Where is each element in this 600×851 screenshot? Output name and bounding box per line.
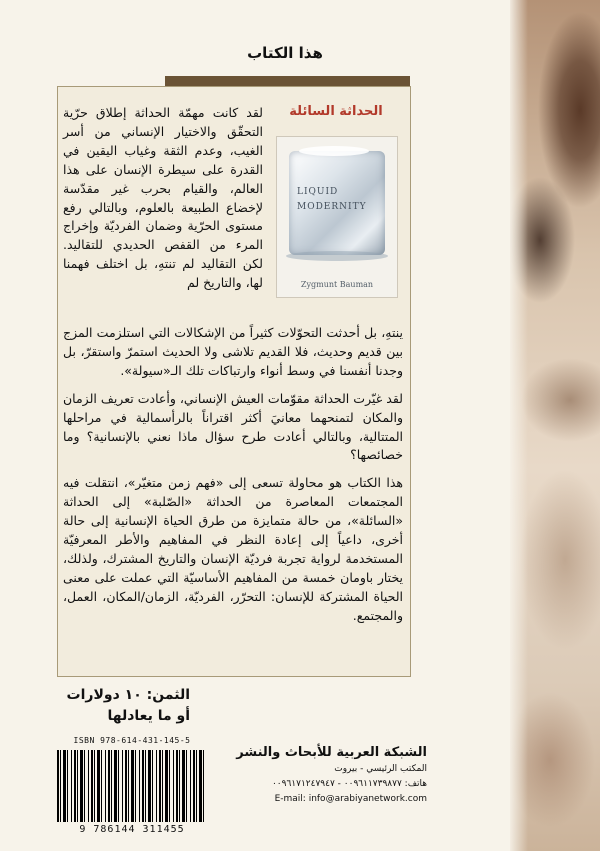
isbn-barcode [57,736,207,835]
cover-author: Zygmunt Bauman [300,280,374,289]
paragraph-1-continued: ينتهِ، بل أحدثت التحوّلات كثيراً من الإشكالات التي استلزمت المزج بين قديم وحديث، فلا القديم تلاشى ولا الحديث استمرّ واستقرّ، بل وجدنا أنفسنا في وسط أنواء وارتباكات تلك الـ«سيولة». [63,325,403,378]
title-divider [165,76,410,86]
cover-artwork [510,0,600,851]
description-text-top [63,104,263,293]
book-cover [268,101,404,298]
cover-title: الحداثة السائلة [289,104,383,119]
publisher-info [232,744,427,807]
paragraph-3: هذا الكتاب هو محاولة تسعى إلى «فهم زمن متغيّر»، انتقلت فيه المجتمعات المعاصرة من الحداثة «الصّلبة» إلى الحداثة «السائلة»، من حالة متمايزة من طرق الحياة الإنسانية إلى حالة أخرى، داعياً إلى إعادة النظر في المفاهيم والأطر المعرفيّة المستخدمة لرواية تجربة فرديّة الإنسان والتاريخ المشترك، ولذلك، يختار باومان خمسة من المفاهيم الأساسيّة التي عملت على معنى الحياة المشتركة للإنسان: التحرّر، الفرديّة، الزمان/المكان، العمل، والمجتمع. [63,475,403,623]
isbn-label: ISBN 978-614-431-145-5 [73,736,191,745]
price-line: الثمن: ١٠ دولارات [66,687,190,703]
paragraph-1: لقد كانت مهمّة الحداثة إطلاق حرّية التحقّق والاختيار الإنساني من أسر الغيب، وعدم الثقة وغياب اليقين في القدرة على سيطرة الإنسان على هذا العالم، والقيام بحرب غير مقدّسة لإخضاع الطبيعة بالعلوم، وبالتالي رفع مستوى الحرّية وضمان الفرديّة وإخراج المرء من القفص الحديدي للتقاليد. لكن التقاليد لم تنتهِ، بل اختلف فهمنا لها، والتاريخ لم [63,105,263,291]
cover-english-line2: MODERNITY [297,202,367,212]
publisher-office: المكتب الرئيسي - بيروت [334,764,427,774]
price-equivalent: أو ما يعادلها [107,708,190,724]
publisher-phone: هاتف: ٠٠٩٦١١٧٣٩٨٧٧ - ٠٠٩٦١٧١٢٤٧٩٤٧ [271,779,427,789]
description-text-bottom [63,324,403,626]
isbn-number: 9 786144 311455 [79,824,185,835]
publisher-email: E-mail: info@arabiyanetwork.com [274,794,427,804]
barcode-bars [57,750,207,822]
publisher-name: الشبكة العربية للأبحاث والنشر [236,745,427,760]
paragraph-2: لقد غيّرت الحداثة مقوّمات العيش الإنساني، وأعادت تعريف الزمان والمكان لتمنحهما معانيَ أكثر اقتراناً بالرأسمالية في مراحلها المتتالية، وبالتالي أعادت طرح سؤال ماذا نعني بالإنسانية؟ وما خصائصها؟ [63,390,403,463]
page-title: هذا الكتاب [247,44,323,62]
cover-image [276,136,398,298]
price-block [67,685,190,727]
cover-english-title [277,185,397,215]
cover-english-line1: LIQUID [297,187,339,197]
